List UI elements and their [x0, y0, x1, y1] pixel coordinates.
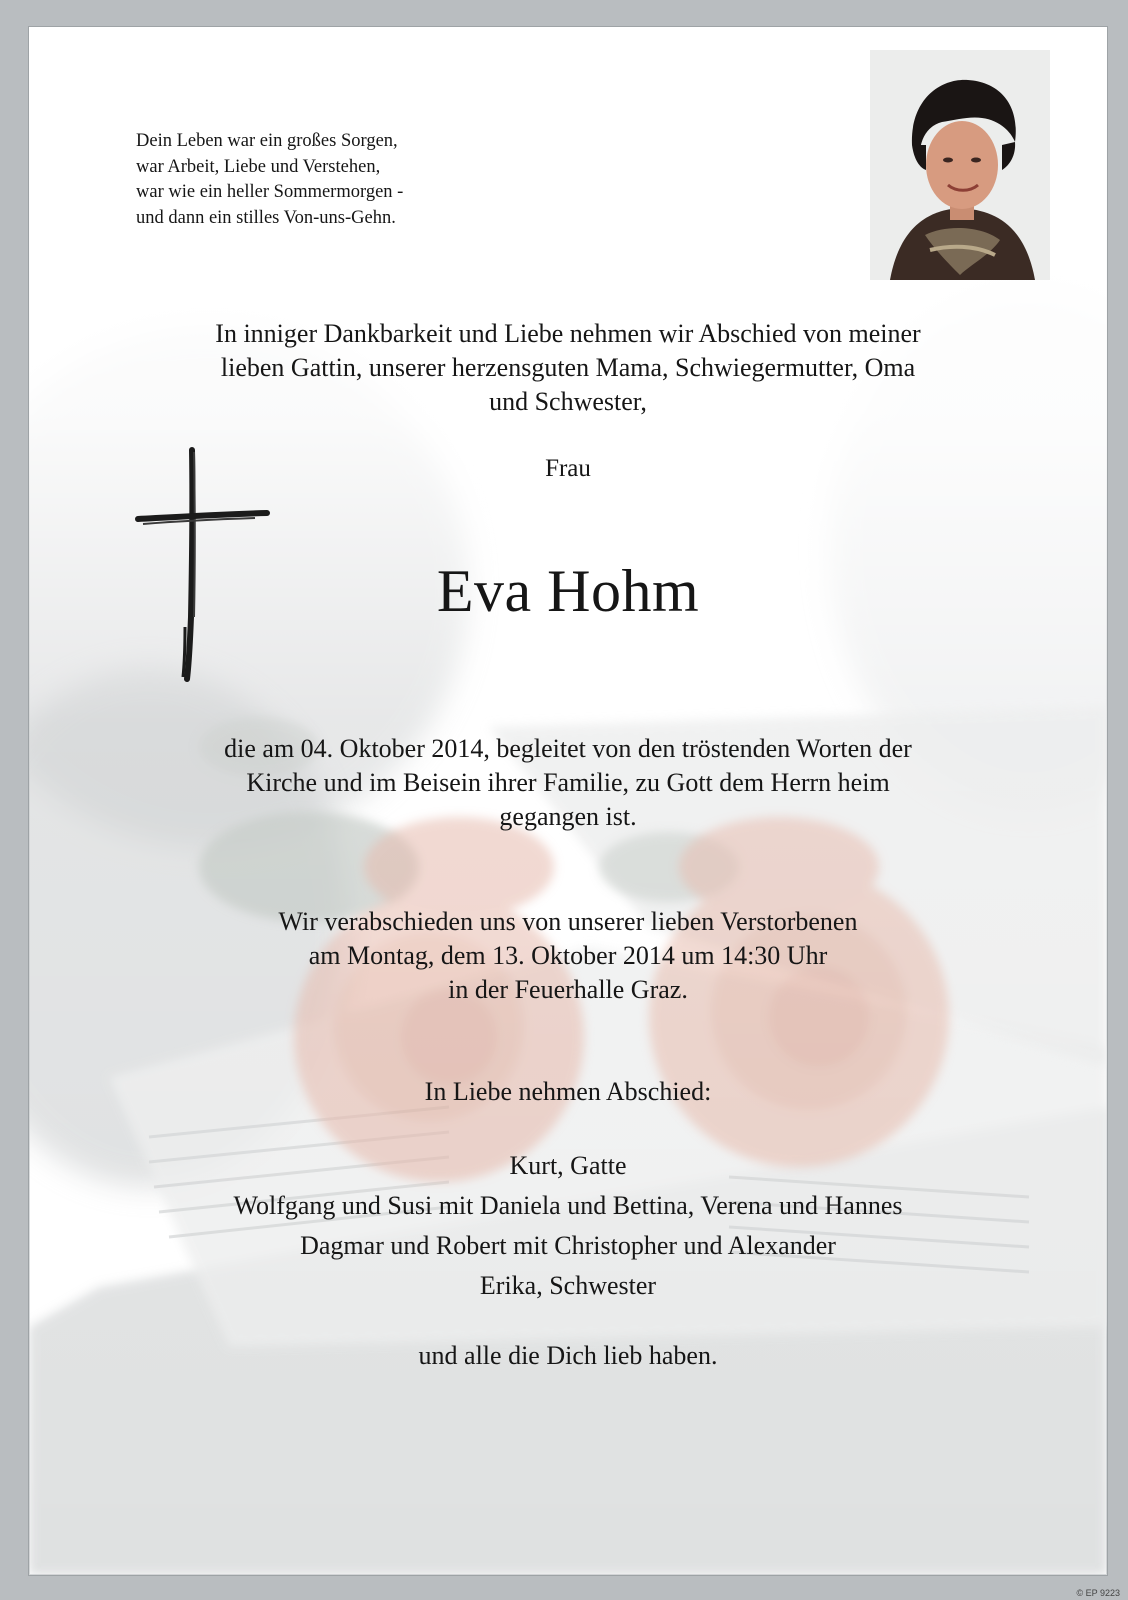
farewell-heading: In Liebe nehmen Abschied: [424, 1077, 712, 1106]
print-code: © EP 9223 [1076, 1588, 1120, 1598]
intro-line: lieben Gattin, unserer herzensguten Mama, Schwiegermutter, Oma [220, 353, 916, 382]
intro-text [29, 317, 1107, 419]
intro-line: und Schwester, [489, 387, 647, 416]
death-notice [29, 732, 1107, 834]
poem-line: war wie ein heller Sommermorgen - [136, 182, 404, 202]
obituary-sheet [28, 26, 1108, 1576]
deceased-name: Eva Hohm [436, 558, 700, 624]
service-line: Wir verabschieden uns von unserer lieben Verstorbenen [278, 907, 858, 936]
intro-line: In inniger Dankbarkeit und Liebe nehmen wir Abschied von meiner [215, 319, 921, 348]
portrait-photo [870, 50, 1050, 280]
mourner-line: Erika, Schwester [479, 1271, 657, 1300]
closing-line: und alle die Dich lieb haben. [418, 1341, 718, 1370]
poem-line: und dann ein stilles Von-uns-Gehn. [136, 207, 396, 228]
service-line: am Montag, dem 13. Oktober 2014 um 14:30 Uhr [308, 941, 828, 970]
mourner-line: Dagmar und Robert mit Christopher und Alexander [300, 1231, 836, 1260]
poem [136, 129, 496, 231]
death-notice-line: gegangen ist. [499, 802, 637, 831]
mourners-list [29, 1146, 1107, 1306]
title-prefix: Frau [545, 455, 591, 482]
poem-line: war Arbeit, Liebe und Verstehen, [136, 156, 381, 177]
death-notice-line: Kirche und im Beisein ihrer Familie, zu Gott dem Herrn heim [246, 768, 890, 797]
poem-line: Dein Leben war ein großes Sorgen, [136, 131, 398, 151]
mourner-line: Wolfgang und Susi mit Daniela und Bettina, Verena und Hannes [233, 1191, 903, 1220]
mourner-line: Kurt, Gatte [509, 1151, 627, 1180]
service-line: in der Feuerhalle Graz. [448, 975, 688, 1004]
service-details [29, 905, 1107, 1007]
death-notice-line: die am 04. Oktober 2014, begleitet von den tröstenden Worten der [224, 734, 912, 763]
